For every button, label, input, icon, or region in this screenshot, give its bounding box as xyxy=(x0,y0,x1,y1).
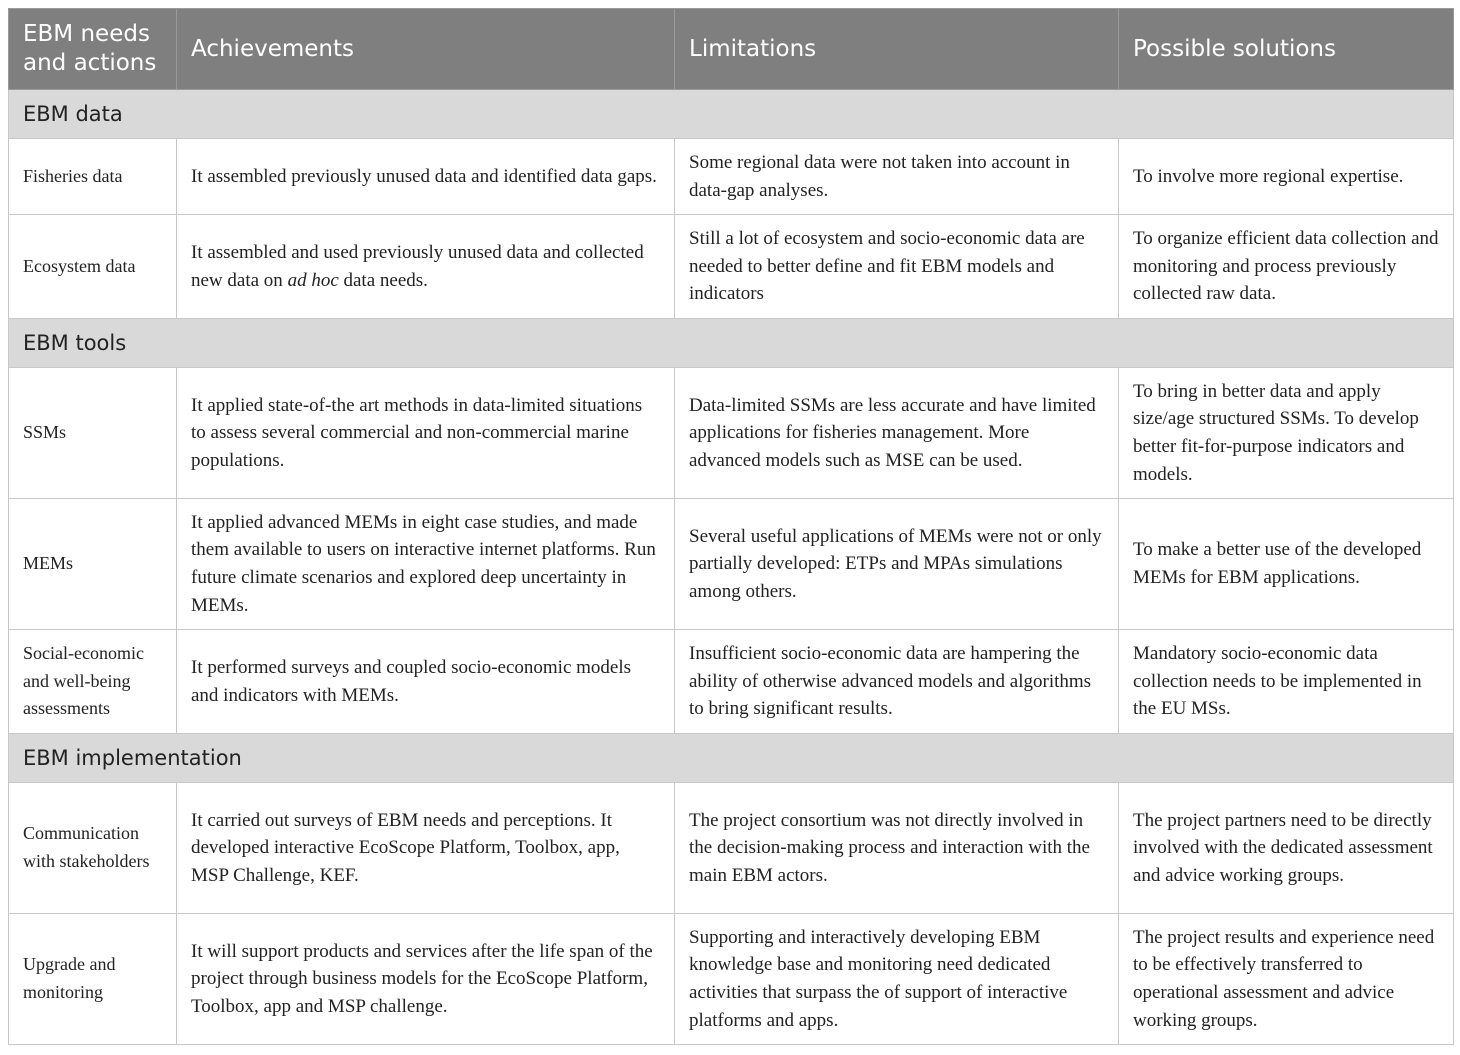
achievement-italic: ad hoc xyxy=(287,269,339,291)
row-solution: To involve more regional expertise. xyxy=(1119,139,1454,215)
header-row xyxy=(9,9,1454,90)
row-limitation: Insufficient socio-economic data are hampering the ability of otherwise advanced models and algorithms to bring significant results. xyxy=(675,630,1119,734)
row-solution: Mandatory socio-economic data collection needs to be implemented in the EU MSs. xyxy=(1119,630,1454,734)
row-achievement xyxy=(177,215,675,319)
row-solution: The project partners need to be directly involved with the dedicated assessment and advice working groups. xyxy=(1119,783,1454,914)
row-solution: To organize efficient data collection and monitoring and process previously collected raw data. xyxy=(1119,215,1454,319)
row-limitation: Data-limited SSMs are less accurate and have limited applications for fisheries management. More advanced models such as MSE can be used. xyxy=(675,368,1119,499)
section-row-tools xyxy=(9,319,1454,368)
table-row xyxy=(9,499,1454,630)
achievement-text: It assembled and used previously unused data and collected new data on xyxy=(191,241,644,291)
header-limitations: Limitations xyxy=(675,9,1119,90)
section-title: EBM implementation xyxy=(9,734,1454,783)
section-row-implementation xyxy=(9,734,1454,783)
row-achievement: It assembled previously unused data and identified data gaps. xyxy=(177,139,675,215)
row-limitation: The project consortium was not directly involved in the decision-making process and interaction with the main EBM actors. xyxy=(675,783,1119,914)
row-need: SSMs xyxy=(9,368,177,499)
row-achievement: It performed surveys and coupled socio-economic models and indicators with MEMs. xyxy=(177,630,675,734)
row-achievement: It applied advanced MEMs in eight case studies, and made them available to users on interactive internet platforms. Run future climate scenarios and explored deep uncertainty in MEMs. xyxy=(177,499,675,630)
row-limitation: Supporting and interactively developing EBM knowledge base and monitoring need dedicated activities that surpass the of support of interactive platforms and apps. xyxy=(675,914,1119,1045)
table-row xyxy=(9,630,1454,734)
row-limitation: Still a lot of ecosystem and socio-economic data are needed to better define and fit EBM models and indicators xyxy=(675,215,1119,319)
row-solution: To make a better use of the developed MEMs for EBM applications. xyxy=(1119,499,1454,630)
table-row xyxy=(9,139,1454,215)
row-need: Communication with stakeholders xyxy=(9,783,177,914)
header-achievements: Achievements xyxy=(177,9,675,90)
row-solution: The project results and experience need to be effectively transferred to operational assessment and advice working groups. xyxy=(1119,914,1454,1045)
row-achievement: It carried out surveys of EBM needs and perceptions. It developed interactive EcoScope Platform, Toolbox, app, MSP Challenge, KEF. xyxy=(177,783,675,914)
table-row xyxy=(9,215,1454,319)
section-title: EBM tools xyxy=(9,319,1454,368)
achievement-text-end: data needs. xyxy=(338,269,428,291)
row-limitation: Some regional data were not taken into account in data-gap analyses. xyxy=(675,139,1119,215)
table-header xyxy=(9,9,1454,90)
row-achievement: It will support products and services after the life span of the project through business models for the EcoScope Platform, Toolbox, app and MSP challenge. xyxy=(177,914,675,1045)
table-body xyxy=(9,90,1454,1045)
row-achievement: It applied state-of-the art methods in data-limited situations to assess several commercial and non-commercial marine populations. xyxy=(177,368,675,499)
row-need: Upgrade and monitoring xyxy=(9,914,177,1045)
section-row-data xyxy=(9,90,1454,139)
section-title: EBM data xyxy=(9,90,1454,139)
table-row xyxy=(9,914,1454,1045)
header-solutions: Possible solutions xyxy=(1119,9,1454,90)
row-limitation: Several useful applications of MEMs were not or only partially developed: ETPs and MPAs simulations among others. xyxy=(675,499,1119,630)
row-solution: To bring in better data and apply size/age structured SSMs. To develop better fit-for-purpose indicators and models. xyxy=(1119,368,1454,499)
table-row xyxy=(9,368,1454,499)
table-row xyxy=(9,783,1454,914)
row-need: MEMs xyxy=(9,499,177,630)
row-need: Ecosystem data xyxy=(9,215,177,319)
row-need: Social-economic and well-being assessments xyxy=(9,630,177,734)
header-needs: EBM needs and actions xyxy=(9,9,177,90)
ebm-table xyxy=(8,8,1454,1045)
row-need: Fisheries data xyxy=(9,139,177,215)
